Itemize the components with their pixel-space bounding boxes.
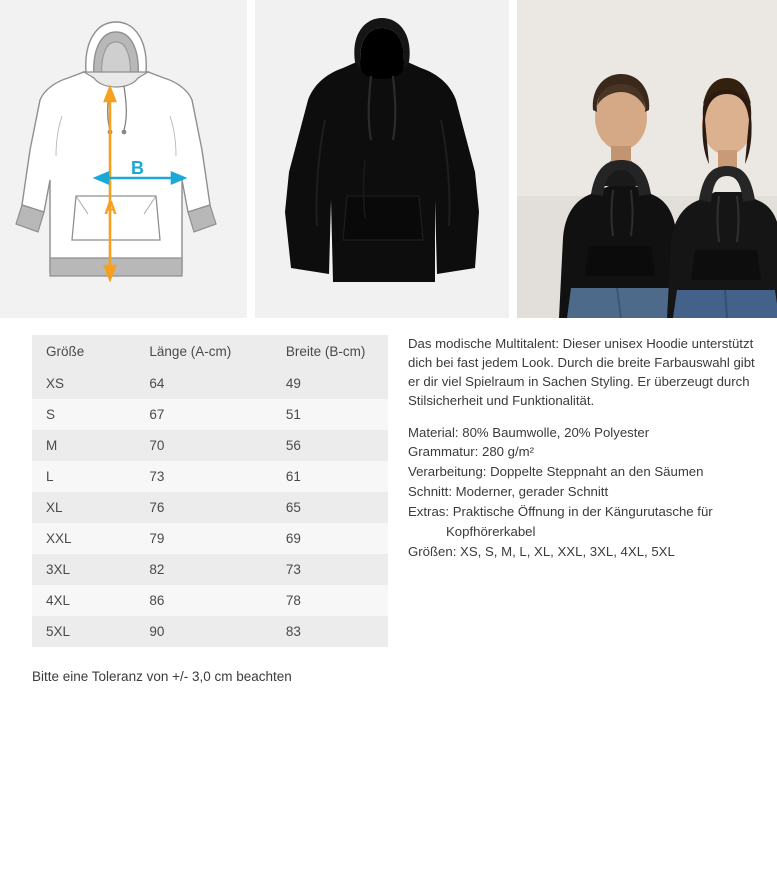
black-hoodie-image: [255, 0, 509, 318]
header-length: Länge (A-cm): [135, 335, 271, 368]
cell-width: 73: [272, 554, 388, 585]
cell-length: 70: [135, 430, 271, 461]
product-photo-panel: [255, 0, 509, 318]
size-table-body: [32, 368, 388, 647]
cell-size: 4XL: [32, 585, 135, 616]
product-image-row: [0, 0, 777, 318]
lifestyle-photo-panel: [517, 0, 777, 318]
cell-length: 67: [135, 399, 271, 430]
tolerance-note: Bitte eine Toleranz von +/- 3,0 cm beachten: [32, 669, 292, 684]
description-paragraph: Das modische Multitalent: Dieser unisex Hoodie unterstützt dich bei fast jedem Look. Durch die breite Farbauswahl gibt er dir viel Spielraum in Sachen Styling. Er überzeugt durch Stilsicherheit und Funktionalität.: [408, 336, 755, 408]
cell-length: 79: [135, 523, 271, 554]
size-table: [32, 335, 388, 647]
spec-extras: Extras: Praktische Öffnung in der Kängurutasche für: [408, 504, 713, 519]
size-table-head: [32, 335, 388, 368]
cell-width: 78: [272, 585, 388, 616]
spec-weight: Grammatur: 280 g/m²: [408, 444, 535, 460]
cell-length: 90: [135, 616, 271, 647]
size-table-wrapper: [32, 335, 388, 647]
cell-size: 5XL: [32, 616, 135, 647]
product-description: [408, 335, 767, 563]
cell-size: XS: [32, 368, 135, 399]
cell-length: 73: [135, 461, 271, 492]
spec-material: Material: 80% Baumwolle, 20% Polyester: [408, 424, 650, 440]
measure-label-b: B: [131, 158, 144, 178]
technical-drawing-hoodie-icon: [0, 0, 247, 318]
cell-size: 3XL: [32, 554, 135, 585]
table-header-row: [32, 335, 388, 368]
spec-cut: Schnitt: Moderner, gerader Schnitt: [408, 484, 609, 500]
table-row: [32, 399, 388, 430]
spec-extras-cont: Kopfhörerkabel: [446, 523, 536, 539]
cell-length: 64: [135, 368, 271, 399]
cell-width: 56: [272, 430, 388, 461]
cell-width: 83: [272, 616, 388, 647]
cell-width: 51: [272, 399, 388, 430]
cell-size: S: [32, 399, 135, 430]
table-row: [32, 554, 388, 585]
spec-sizes: Größen: XS, S, M, L, XL, XXL, 3XL, 4XL, 5XL: [408, 543, 675, 559]
cell-length: 76: [135, 492, 271, 523]
spec-processing: Verarbeitung: Doppelte Steppnaht an den Säumen: [408, 464, 704, 480]
table-row: [32, 585, 388, 616]
table-row: [32, 430, 388, 461]
table-row: [32, 461, 388, 492]
details-section: [0, 335, 777, 647]
table-row: [32, 368, 388, 399]
header-width: Breite (B-cm): [272, 335, 388, 368]
product-specs: [408, 424, 767, 562]
cell-size: L: [32, 461, 135, 492]
cell-length: 86: [135, 585, 271, 616]
models-wearing-hoodies-image: [517, 0, 777, 318]
cell-size: XL: [32, 492, 135, 523]
table-row: [32, 523, 388, 554]
technical-drawing-panel: [0, 0, 247, 318]
table-row: [32, 616, 388, 647]
table-row: [32, 492, 388, 523]
cell-length: 82: [135, 554, 271, 585]
header-size: Größe: [32, 335, 135, 368]
cell-width: 49: [272, 368, 388, 399]
cell-width: 69: [272, 523, 388, 554]
cell-size: XXL: [32, 523, 135, 554]
cell-width: 61: [272, 461, 388, 492]
cell-size: M: [32, 430, 135, 461]
cell-width: 65: [272, 492, 388, 523]
measure-label-a: A: [104, 198, 117, 218]
